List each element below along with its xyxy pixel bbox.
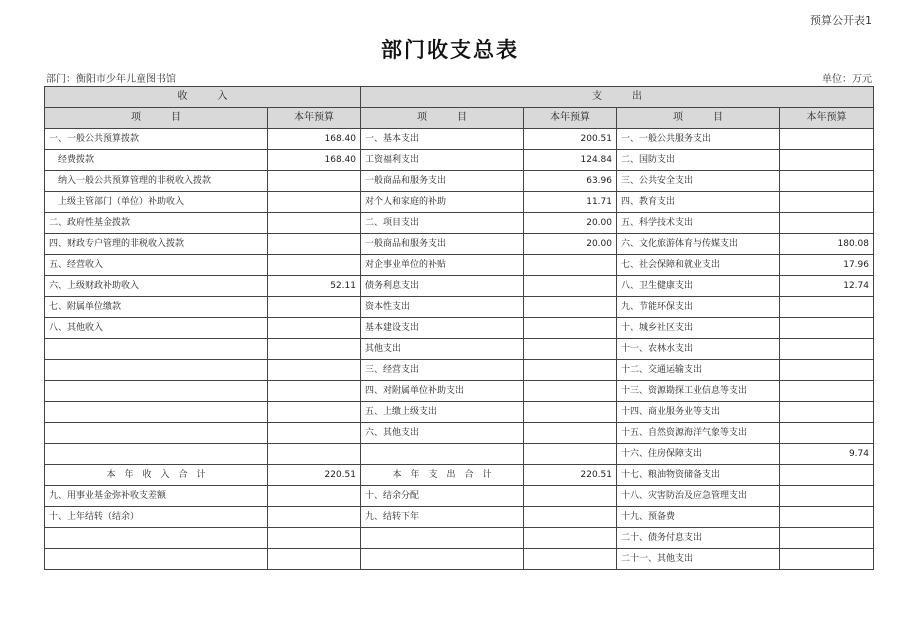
expense-econ-value-cell (524, 276, 617, 297)
income-value-cell (268, 297, 361, 318)
expense-econ-item-cell: 一般商品和服务支出 (361, 171, 524, 192)
table-row (45, 444, 874, 465)
expense-func-value-cell (780, 297, 874, 318)
table-row (45, 423, 874, 444)
income-item-cell: 经费拨款 (45, 150, 268, 171)
income-value-cell (268, 213, 361, 234)
expense-func-item-cell: 十七、粮油物资储备支出 (617, 465, 780, 486)
table-row (45, 297, 874, 318)
expense-econ-item-cell: 一、基本支出 (361, 129, 524, 150)
expense-econ-item-header: 项 目 (361, 108, 524, 129)
expense-func-item-cell: 四、教育支出 (617, 192, 780, 213)
group-header-row (45, 87, 874, 108)
income-value-cell: 168.40 (268, 150, 361, 171)
income-value-cell (268, 507, 361, 528)
income-value-cell (268, 171, 361, 192)
expense-func-item-cell: 九、节能环保支出 (617, 297, 780, 318)
income-item-cell: 纳入一般公共预算管理的非税收入拨款 (45, 171, 268, 192)
expense-func-item-header: 项 目 (617, 108, 780, 129)
expense-econ-value-cell (524, 318, 617, 339)
table-row (45, 402, 874, 423)
table-row (45, 528, 874, 549)
expense-func-budget-header: 本年预算 (780, 108, 874, 129)
expense-econ-budget-header: 本年预算 (524, 108, 617, 129)
expense-econ-value-cell (524, 360, 617, 381)
expense-econ-value-cell (524, 339, 617, 360)
expense-func-value-cell: 9.74 (780, 444, 874, 465)
expense-func-value-cell (780, 486, 874, 507)
income-item-cell: 七、附属单位缴款 (45, 297, 268, 318)
income-item-cell (45, 360, 268, 381)
expense-econ-item-cell: 其他支出 (361, 339, 524, 360)
expense-econ-item-cell (361, 528, 524, 549)
income-value-cell (268, 255, 361, 276)
expense-econ-item-cell: 四、对附属单位补助支出 (361, 381, 524, 402)
income-item-cell (45, 549, 268, 570)
table-row (45, 129, 874, 150)
income-value-cell (268, 318, 361, 339)
expense-func-item-cell: 一、一般公共服务支出 (617, 129, 780, 150)
expense-econ-item-cell (361, 444, 524, 465)
income-value-cell: 52.11 (268, 276, 361, 297)
income-value-cell (268, 402, 361, 423)
table-row (45, 234, 874, 255)
expense-econ-item-cell: 二、项目支出 (361, 213, 524, 234)
expense-econ-value-cell (524, 297, 617, 318)
expense-econ-value-cell (524, 402, 617, 423)
table-row (45, 339, 874, 360)
income-group-header: 收 入 (45, 87, 361, 108)
page-title: 部门收支总表 (381, 38, 519, 62)
income-item-cell: 一、一般公共预算拨款 (45, 129, 268, 150)
expense-econ-value-cell (524, 507, 617, 528)
income-value-cell (268, 360, 361, 381)
expense-func-value-cell: 17.96 (780, 255, 874, 276)
expense-func-value-cell (780, 192, 874, 213)
table-number-label: 预算公开表1 (810, 14, 872, 27)
expense-econ-value-cell (524, 549, 617, 570)
expense-func-item-cell: 十八、灾害防治及应急管理支出 (617, 486, 780, 507)
table-row (45, 150, 874, 171)
expense-func-item-cell: 七、社会保障和就业支出 (617, 255, 780, 276)
expense-func-value-cell: 180.08 (780, 234, 874, 255)
expense-func-item-cell: 二、国防支出 (617, 150, 780, 171)
expense-func-value-cell (780, 360, 874, 381)
expense-econ-value-cell (524, 528, 617, 549)
expense-econ-value-cell: 20.00 (524, 213, 617, 234)
expense-econ-item-cell: 本 年 支 出 合 计 (361, 465, 524, 486)
income-item-header: 项 目 (45, 108, 268, 129)
expense-econ-item-cell: 一般商品和服务支出 (361, 234, 524, 255)
expense-econ-item-cell: 五、上缴上级支出 (361, 402, 524, 423)
expense-func-value-cell (780, 549, 874, 570)
expense-func-value-cell (780, 507, 874, 528)
unit-label: 单位：万元 (822, 74, 872, 85)
expense-econ-value-cell: 63.96 (524, 171, 617, 192)
expense-func-item-cell: 五、科学技术支出 (617, 213, 780, 234)
income-value-cell (268, 528, 361, 549)
income-item-cell: 本 年 收 入 合 计 (45, 465, 268, 486)
income-value-cell: 220.51 (268, 465, 361, 486)
income-item-cell: 八、其他收入 (45, 318, 268, 339)
expense-econ-item-cell: 九、结转下年 (361, 507, 524, 528)
income-item-cell: 上级主管部门（单位）补助收入 (45, 192, 268, 213)
income-value-cell (268, 234, 361, 255)
expense-func-value-cell (780, 528, 874, 549)
income-item-cell: 二、政府性基金拨款 (45, 213, 268, 234)
table-row (45, 213, 874, 234)
income-value-cell (268, 486, 361, 507)
expense-econ-item-cell (361, 549, 524, 570)
income-item-cell (45, 381, 268, 402)
income-item-cell: 四、财政专户管理的非税收入拨款 (45, 234, 268, 255)
expense-econ-value-cell (524, 486, 617, 507)
expense-func-value-cell (780, 171, 874, 192)
expense-econ-value-cell: 20.00 (524, 234, 617, 255)
expense-func-item-cell: 十四、商业服务业等支出 (617, 402, 780, 423)
expense-econ-value-cell: 11.71 (524, 192, 617, 213)
table-row (45, 171, 874, 192)
income-item-cell: 九、用事业基金弥补收支差额 (45, 486, 268, 507)
income-budget-header: 本年预算 (268, 108, 361, 129)
expense-econ-item-cell: 基本建设支出 (361, 318, 524, 339)
expense-econ-value-cell (524, 444, 617, 465)
expense-func-value-cell: 12.74 (780, 276, 874, 297)
expense-func-item-cell: 十五、自然资源海洋气象等支出 (617, 423, 780, 444)
table-row (45, 276, 874, 297)
expense-func-item-cell: 十二、交通运输支出 (617, 360, 780, 381)
income-item-cell (45, 423, 268, 444)
income-item-cell: 六、上级财政补助收入 (45, 276, 268, 297)
expense-func-item-cell: 十三、资源勘探工业信息等支出 (617, 381, 780, 402)
expense-group-header: 支 出 (361, 87, 874, 108)
expense-econ-value-cell (524, 255, 617, 276)
income-item-cell: 十、上年结转（结余） (45, 507, 268, 528)
table-row (45, 192, 874, 213)
income-item-cell (45, 444, 268, 465)
expense-func-item-cell: 十九、预备费 (617, 507, 780, 528)
expense-econ-item-cell: 工资福利支出 (361, 150, 524, 171)
expense-func-value-cell (780, 129, 874, 150)
table-row (45, 381, 874, 402)
expense-func-value-cell (780, 339, 874, 360)
expense-econ-value-cell: 124.84 (524, 150, 617, 171)
expense-func-value-cell (780, 318, 874, 339)
expense-func-value-cell (780, 213, 874, 234)
expense-econ-item-cell: 十、结余分配 (361, 486, 524, 507)
table-row (45, 465, 874, 486)
expense-func-value-cell (780, 381, 874, 402)
expense-econ-value-cell: 220.51 (524, 465, 617, 486)
expense-econ-item-cell: 三、经营支出 (361, 360, 524, 381)
expense-func-item-cell: 二十、债务付息支出 (617, 528, 780, 549)
expense-func-value-cell (780, 402, 874, 423)
income-value-cell (268, 192, 361, 213)
expense-econ-value-cell: 200.51 (524, 129, 617, 150)
income-value-cell (268, 549, 361, 570)
expense-func-item-cell: 八、卫生健康支出 (617, 276, 780, 297)
expense-econ-value-cell (524, 423, 617, 444)
income-value-cell (268, 423, 361, 444)
budget-summary-table (44, 86, 874, 570)
table-row (45, 360, 874, 381)
expense-func-item-cell: 十、城乡社区支出 (617, 318, 780, 339)
expense-econ-item-cell: 六、其他支出 (361, 423, 524, 444)
expense-econ-item-cell: 资本性支出 (361, 297, 524, 318)
expense-func-value-cell (780, 150, 874, 171)
income-item-cell (45, 528, 268, 549)
table-row (45, 507, 874, 528)
table-row (45, 318, 874, 339)
income-value-cell (268, 381, 361, 402)
expense-func-item-cell: 二十一、其他支出 (617, 549, 780, 570)
department-label: 部门：衡阳市少年儿童图书馆 (46, 74, 176, 85)
expense-func-item-cell: 十六、住房保障支出 (617, 444, 780, 465)
expense-func-item-cell: 三、公共安全支出 (617, 171, 780, 192)
table-row (45, 486, 874, 507)
income-item-cell: 五、经营收入 (45, 255, 268, 276)
expense-econ-item-cell: 对个人和家庭的补助 (361, 192, 524, 213)
table-row (45, 255, 874, 276)
income-value-cell: 168.40 (268, 129, 361, 150)
expense-econ-value-cell (524, 381, 617, 402)
expense-func-item-cell: 十一、农林水支出 (617, 339, 780, 360)
income-item-cell (45, 402, 268, 423)
income-value-cell (268, 444, 361, 465)
expense-func-value-cell (780, 465, 874, 486)
expense-func-value-cell (780, 423, 874, 444)
income-value-cell (268, 339, 361, 360)
expense-econ-item-cell: 对企事业单位的补贴 (361, 255, 524, 276)
income-item-cell (45, 339, 268, 360)
table-row (45, 549, 874, 570)
expense-econ-item-cell: 债务利息支出 (361, 276, 524, 297)
column-header-row (45, 108, 874, 129)
expense-func-item-cell: 六、文化旅游体育与传媒支出 (617, 234, 780, 255)
